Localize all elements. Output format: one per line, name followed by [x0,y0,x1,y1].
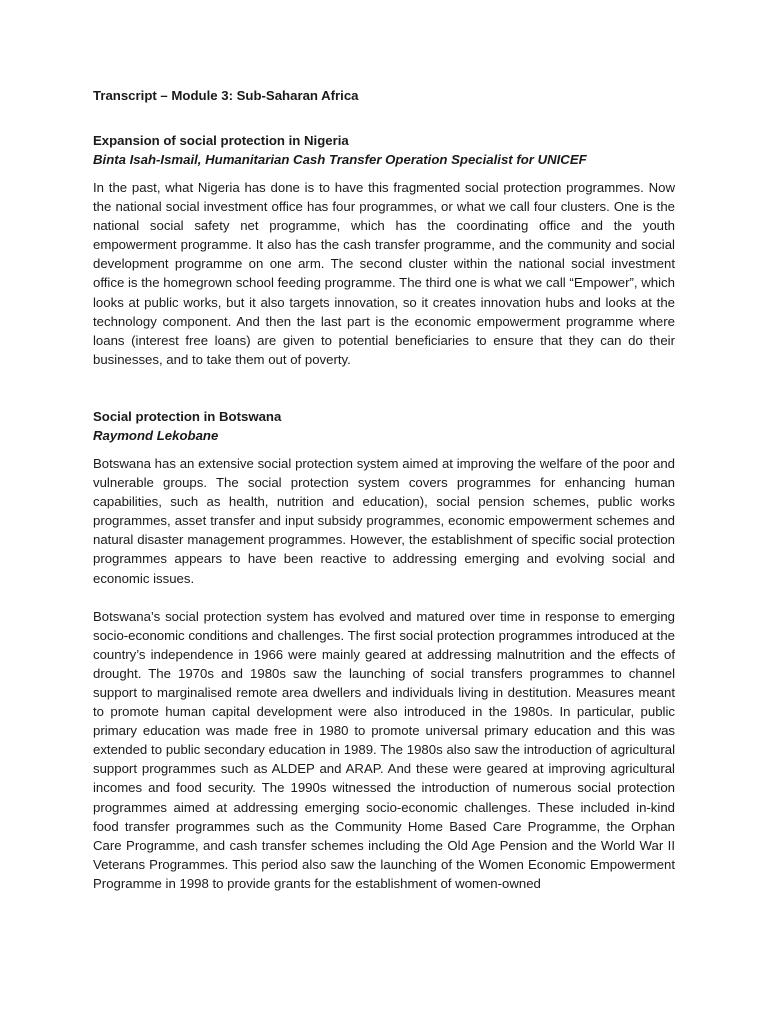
document-title: Transcript – Module 3: Sub-Saharan Africa [93,88,359,103]
paragraph-botswana-2: Botswana’s social protection system has evolved and matured over time in response to emerging socio-economic conditions and challenges. The first social protection programmes introduced at the country’s independence in 1966 were mainly geared at addressing malnutrition and the effects of drought. The 1970s and 1980s saw the launching of social transfers programmes to channel support to marginalised remote area dwellers and individuals living in destitution. Measures meant to promote human capital development were also introduced in the 1980s. In particular, public primary education was made free in 1980 to promote universal primary education and this was extended to public secondary education in 1989. The 1980s also saw the introduction of agricultural support programmes such as ALDEP and ARAP. And these were geared at improving agricultural incomes and food security. The 1990s witnessed the introduction of numerous social protection programmes aimed at addressing emerging socio-economic challenges. These included in-kind food transfer programmes such as the Community Home Based Care Programme, the Orphan Care Programme, and cash transfer schemes including the Old Age Pension and the World War II Veterans Programmes. This period also saw the launching of the Women Economic Empowerment Programme in 1998 to provide grants for the establishment of women-owned [93,608,675,891]
section-nigeria [93,131,675,369]
section-botswana [93,407,675,893]
paragraph-nigeria-1: In the past, what Nigeria has done is to have this fragmented social protection programmes. Now the national social investment office has four programmes, or what we call four clusters. One is the national social safety net programme, which has the coordinating office and the youth empowerment programme. It also has the cash transfer programme, and the community and social development programme on one arm. The second cluster within the national social investment office is the homegrown school feeding programme. The third one is what we call “Empower”, which looks at public works, but it also targets innovation, so it creates innovation hubs and looks at the technology component. And then the last part is the economic empowerment programme where loans (interest free loans) are given to potential beneficiaries to ensure that they can do their businesses, and to take them out of poverty. [93,180,675,367]
paragraph-botswana-1: Botswana has an extensive social protection system aimed at improving the welfare of the poor and vulnerable groups. The social protection system covers programmes for enhancing human capabilities, such as health, nutrition and education), social pension schemes, public works programmes, asset transfer and input subsidy programmes, economic empowerment schemes and natural disaster management programmes. However, the establishment of specific social protection programmes appears to have been reactive to addressing emerging and evolving social and economic issues. [93,455,675,586]
section-heading-nigeria: Expansion of social protection in Nigeria [93,133,349,148]
section-author-nigeria: Binta Isah-Ismail, Humanitarian Cash Transfer Operation Specialist for UNICEF [93,152,587,167]
section-heading-botswana: Social protection in Botswana [93,408,282,424]
section-author-botswana: Raymond Lekobane [93,427,219,443]
